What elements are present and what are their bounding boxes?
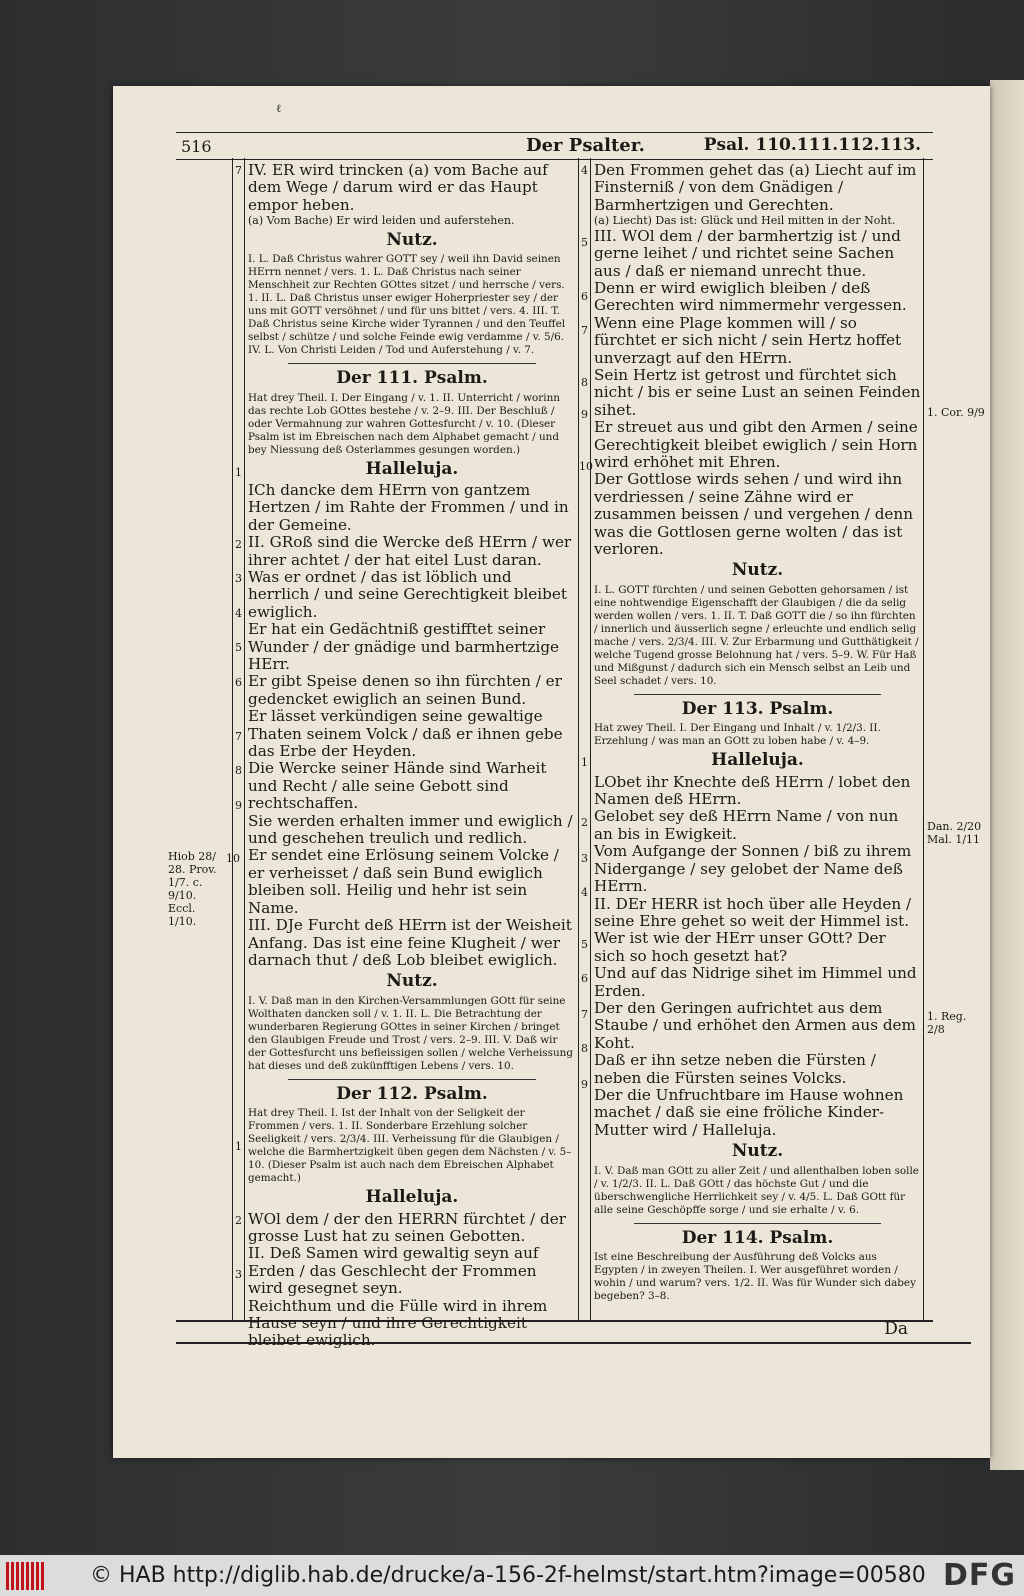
verse-number: 8 — [235, 764, 242, 777]
verse-text: Vom Aufgange der Sonnen / biß zu ihrem Nidergange / sey gelobet der Name deß HErrn. — [594, 842, 912, 896]
verse-text: III. WOl dem / der barmhertzig ist / und gerne leihet / und richtet seine Sachen aus / daß er niemand unrecht thue. — [594, 226, 901, 280]
next-page-edge — [990, 80, 1024, 1470]
psalm-summary: Hat zwey Theil. I. Der Eingang und Inhalt / v. 1/2/3. II. Erzehlung / was man an GOtt zu loben habe / v. 4–9. — [594, 722, 881, 748]
section-heading: Nutz. — [386, 229, 438, 250]
divider — [634, 1223, 881, 1224]
verse-number: 4 — [581, 886, 588, 899]
psalm-heading: Der 112. Psalm. — [336, 1083, 488, 1104]
column-rule-center-right — [590, 158, 591, 1320]
divider — [288, 1079, 536, 1080]
margin-reference: Dan. 2/20 Mal. 1/11 — [927, 820, 982, 846]
verse-text: Und auf das Nidrige sihet im Himmel und Erden. — [594, 964, 917, 1000]
verse-text: III. DJe Furcht deß HErrn ist der Weisheit Anfang. Das ist eine feine Klugheit / wer darnach thut / deß Lob bleibet ewiglich. — [248, 916, 572, 969]
verse-number: 1 — [235, 1140, 242, 1153]
verse-number: 9 — [581, 408, 588, 421]
verse-text: II. DEr HERR ist hoch über alle Heyden / seine Ehre gehet so weit der Himmel ist. — [594, 894, 912, 930]
verse-number: 4 — [235, 607, 242, 620]
verse-number: 3 — [235, 1268, 242, 1281]
running-head — [176, 132, 933, 160]
verse-text: Den Frommen gehet das (a) Liecht auf im Finsterniß / von dem Gnädigen / Barmhertzigen und Gerechten. — [594, 161, 917, 214]
verse-text: Was er ordnet / das ist löblich und herrlich / und seine Gerechtigkeit bleibet ewiglich. — [248, 567, 567, 621]
verse-number: 3 — [581, 852, 588, 865]
divider — [288, 363, 536, 364]
verse-number: 6 — [581, 972, 588, 985]
verse-text: Der Gottlose wirds sehen / und wird ihn verdriessen / seine Zähne wird er zusammen beissen / und vergehen / denn was die Gottlosen gerne wolten / das ist verloren. — [594, 470, 913, 559]
verse-text: Der die Unfruchtbare im Hause wohnen machet / daß sie eine fröliche Kinder-Mutter wird / Halleluja. — [594, 1085, 904, 1139]
viewer-footer — [0, 1555, 1024, 1596]
page-number: 516 — [181, 137, 212, 156]
verse-number: 8 — [581, 1042, 588, 1055]
psalm-summary: Hat drey Theil. I. Ist der Inhalt von der Seligkeit der Frommen / vers. 1. II. Sonderbare Erzehlung solcher Seeligkeit / vers. 2/3/4. III. Verheissung für die Glaubigen / welche die Barmhertzigkeit üben gegen dem Nächsten / v. 5–10. (Dieser Psalm ist auch nach dem Ebreischen Alphabet gemacht.) — [248, 1107, 572, 1185]
verse-number: 1 — [235, 466, 242, 479]
verse-text: Wer ist wie der HErr unser GOtt? Der sich so hoch gesetzt hat? — [594, 929, 886, 965]
commentary: I. V. Daß man in den Kirchen-Versammlungen GOtt für seine Wolthaten dancken soll / v. 1. II. L. Die Betrachtung der wunderbaren Regierung GOttes in seiner Kirchen / bringet den Glaubigen Freude und Trost / vers. 2–9. III. V. Daß wir der Gottesfurcht uns befleissigen sollen / welche Verheissung hat dieses und deß zukünfftigen Lebens / vers. 10. — [248, 994, 574, 1072]
column-rule-left-inner — [244, 158, 245, 1320]
verse-text: Er gibt Speise denen so ihn fürchten / er gedencket ewiglich an seinen Bund. — [248, 672, 562, 708]
verse-number: 8 — [581, 376, 588, 389]
column-rule-left-margin — [232, 158, 233, 1320]
verse-text: Gelobet sey deß HErrn Name / von nun an bis in Ewigkeit. — [594, 807, 899, 843]
signature-mark: ℓ — [276, 102, 282, 115]
psalm-heading: Der 111. Psalm. — [336, 368, 488, 389]
verse-number: 5 — [581, 236, 588, 249]
section-heading: Nutz. — [386, 971, 438, 992]
verse-number: 9 — [581, 1078, 588, 1091]
column-rule-right — [923, 158, 924, 1320]
verse-number: 7 — [235, 164, 242, 177]
running-title: Der Psalter. — [526, 135, 645, 156]
right-column — [594, 162, 921, 1303]
verse-number: 5 — [581, 938, 588, 951]
footnote: (a) Vom Bache) Er wird leiden und auferstehen. — [248, 214, 515, 228]
verse-text: II. GRoß sind die Wercke deß HErrn / wer ihrer achtet / der hat eitel Lust daran. — [248, 533, 572, 569]
verse-text: Sie werden erhalten immer und ewiglich / und geschehen treulich und redlich. — [248, 811, 573, 848]
verse-text: WOl dem / der den HERRN fürchtet / der grosse Lust hat zu seinen Gebotten. — [248, 1209, 566, 1245]
commentary: I. V. Daß man GOtt zu aller Zeit / und allenthalben loben solle / v. 1/2/3. II. L. Daß GOtt / das höchste Gut / und die überschwengliche Herrlichkeit sey / v. 4/5. L. Daß GOtt für alle seine Geschöpffe sorge / und sie erhalte / v. 6. — [594, 1164, 919, 1216]
verse-text: Reichthum und die Fülle wird in ihrem Hause seyn / und ihre Gerechtigkeit bleibet ewiglich. — [248, 1296, 548, 1350]
verse-number: 1 — [581, 756, 588, 769]
source-url[interactable]: © HAB http://diglib.hab.de/drucke/a-156-2f-helmst/start.htm?image=00580 — [90, 1563, 926, 1588]
verse-number: 2 — [581, 816, 588, 829]
verse-number: 5 — [235, 641, 242, 654]
divider — [634, 694, 881, 695]
verse-text: Der den Geringen aufrichtet aus dem Staube / und erhöhet den Armen aus dem Koht. — [594, 998, 916, 1052]
psalm-range: Psal. 110.111.112.113. — [703, 135, 921, 155]
psalm-summary: Hat drey Theil. I. Der Eingang / v. 1. II. Unterricht / worinn das rechte Lob GOttes bestehe / v. 2–9. III. Der Beschluß / oder Vermahnung zur wahren Gottesfurcht / v. 10. (Dieser Psalm ist im Ebreischen nach dem Alphabet gemacht / und bey Niessung deß Osterlammes gesungen worden.) — [248, 391, 560, 456]
verse-text: Daß er ihn setze neben die Fürsten / neben die Fürsten seines Volcks. — [594, 1051, 876, 1087]
column-rule-center-left — [578, 158, 579, 1320]
verse-number: 4 — [581, 164, 588, 177]
verse-text: ICh dancke dem HErrn von gantzem Hertzen / im Rahte der Frommen / und in der Gemeine. — [248, 480, 569, 534]
verse-text: Er hat ein Gedächtniß gestifftet seiner Wunder / der gnädige und barmhertzige HErr. — [248, 620, 560, 673]
verse-number: 6 — [235, 676, 242, 689]
section-heading: Nutz. — [731, 1141, 784, 1162]
verse-number: 7 — [235, 730, 242, 743]
verse-text: Wenn eine Plage kommen will / so fürchtet er sich nicht / sein Hertz hoffet unverzagt auf den HErrn. — [594, 313, 902, 367]
verse-text: LObet ihr Knechte deß HErrn / lobet den Namen deß HErrn. — [594, 772, 911, 809]
psalm-heading: Der 114. Psalm. — [681, 1227, 834, 1248]
commentary: I. L. Daß Christus wahrer GOTT sey / weil ihn David seinen HErrn nennet / vers. 1. L. Daß Christus nach seiner Menschheit zur Rechten GOttes sitzet / und herrsche / vers. 1. II. L. Daß Christus unser ewiger Hoherpriester sey / der uns mit GOTT versöhnet / und für uns bittet / vers. 4. III. T. Daß Christus seine Kirche wider Tyrannen / und den Teuffel selbst / schütze / und solche Feinde ewig verdamme / v. 5/6. IV. L. Von Christi Leiden / Tod und Auferstehung / v. 7. — [248, 253, 566, 357]
verse-number: 3 — [235, 572, 242, 585]
dfg-logo: DFG — [942, 1558, 1016, 1593]
verse-number: 9 — [235, 799, 242, 812]
verse-text: Sein Hertz ist getrost und fürchtet sich nicht / bis er seine Lust an seinen Feinden sihet. — [594, 365, 921, 419]
footnote: (a) Liecht) Das ist: Glück und Heil mitten in der Noht. — [594, 214, 896, 228]
verse-number: 7 — [581, 324, 588, 337]
margin-reference: 1. Reg. 2/8 — [927, 1010, 967, 1036]
catchword: Da — [884, 1319, 908, 1339]
verse-text: Denn er wird ewiglich bleiben / deß Gerechten wird nimmermehr vergessen. — [594, 278, 907, 315]
verse-number: 6 — [581, 290, 588, 303]
verse-text: Er sendet eine Erlösung seinem Volcke / er verheisset / daß sein Bund ewiglich bleiben soll. Heilig und hehr ist sein Name. — [248, 846, 559, 917]
library-logo-icon — [6, 1562, 46, 1590]
halleluja-heading: Halleluja. — [365, 458, 459, 479]
halleluja-heading: Halleluja. — [711, 750, 804, 771]
verse-number: 10 — [579, 460, 593, 473]
verse-number: 2 — [235, 1214, 242, 1227]
left-column — [248, 162, 576, 1350]
verse-text: Er lässet verkündigen seine gewaltige Thaten seinem Volck / daß er ihnen gebe das Erbe der Heyden. — [248, 707, 563, 761]
margin-reference: 1. Cor. 9/9 — [927, 406, 985, 419]
margin-reference-left: Hiob 28/ 28. Prov. 1/7. c. 9/10. Eccl. 1/10. — [168, 850, 217, 928]
halleluja-heading: Halleluja. — [365, 1187, 459, 1208]
verse-text: IV. ER wird trincken (a) vom Bache auf dem Wege / darum wird er das Haupt empor heben. — [248, 161, 548, 214]
verse-text: Die Wercke seiner Hände sind Warheit und Recht / alle seine Gebott sind rechtschaffen. — [248, 759, 547, 813]
psalm-heading: Der 113. Psalm. — [681, 698, 834, 719]
section-heading: Nutz. — [731, 560, 784, 581]
verse-number: 10 — [226, 852, 240, 865]
verse-text: Er streuet aus und gibt den Armen / seine Gerechtigkeit bleibet ewiglich / sein Horn wird erhöhet mit Ehren. — [594, 418, 918, 471]
verse-number: 2 — [235, 538, 242, 551]
verse-number: 7 — [581, 1008, 588, 1021]
psalm-summary: Ist eine Beschreibung der Ausführung deß Volcks aus Egypten / in zweyen Theilen. I. Wer ausgeführet worden / wohin / und warum? vers. 1/2. II. Was für Wunder sich dabey begeben? 3–8. — [594, 1251, 916, 1302]
verse-text: II. Deß Samen wird gewaltig seyn auf Erden / das Geschlecht der Frommen wird gesegnet seyn. — [248, 1244, 539, 1298]
commentary: I. L. GOTT fürchten / und seinen Gebotten gehorsamen / ist eine nohtwendige Eigenschafft der Glaubigen / die da selig werden wollen / vers. 1. II. T. Daß GOTT die / so ihn fürchten / innerlich und äusserlich segne / erleuchte und endlich selig mache / vers. 2/3/4. III. V. Zur Erbarmung und Gutthätigkeit / welche Tugend grosse Belohnung hat / vers. 5–9. W. Für Haß und Mißgunst / dadurch sich ein Mensch selbst an Leib und Seel schadet / vers. 10. — [594, 583, 919, 687]
